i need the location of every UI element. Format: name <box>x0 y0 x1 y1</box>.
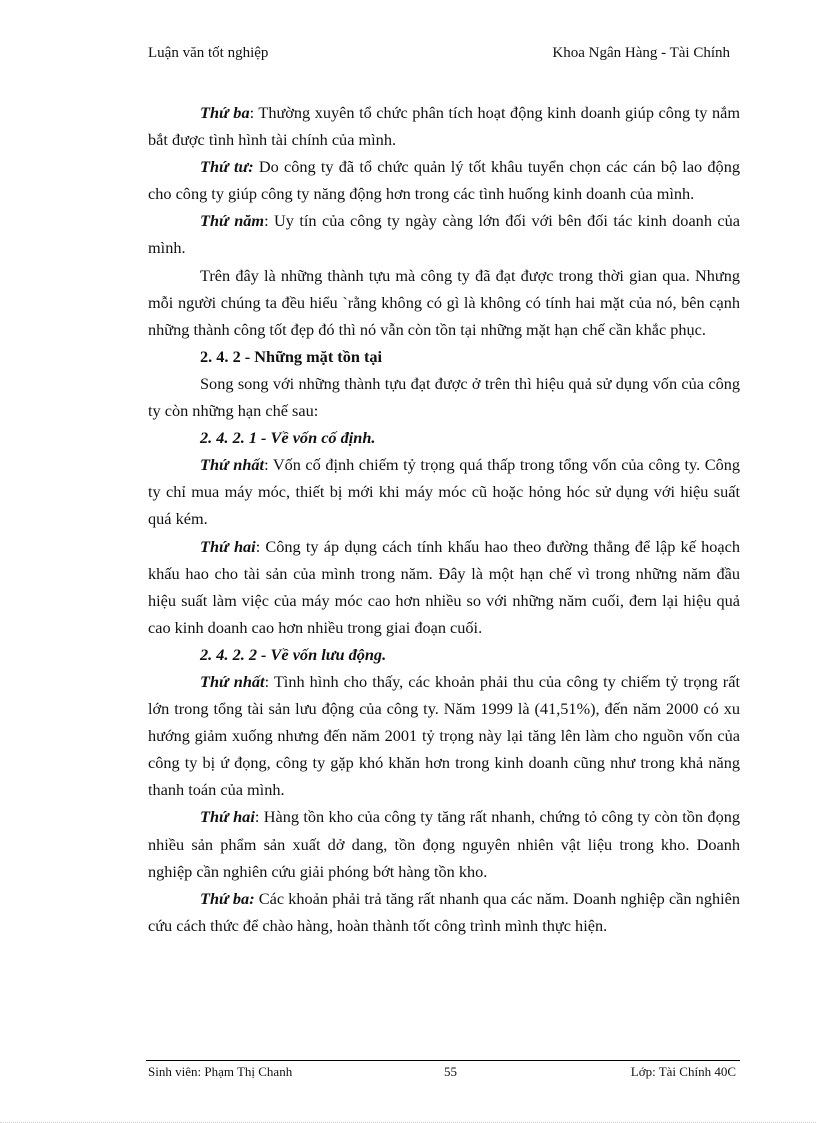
paragraph <box>148 153 740 207</box>
paragraph-label: Thứ hai <box>200 536 256 556</box>
paragraph <box>148 803 740 884</box>
paragraph-label: Thứ hai <box>200 807 255 827</box>
paragraph <box>148 370 740 424</box>
paragraph-label: Thứ nhất <box>200 455 265 475</box>
paragraph-text: Song song với những thành tựu đạt được ở trên thì hiệu quả sử dụng vốn của công ty còn những hạn chế sau: <box>148 373 740 421</box>
paragraph <box>148 99 740 153</box>
page-header <box>148 45 730 62</box>
paragraph-label: Thứ năm <box>200 211 265 231</box>
paragraph-label: Thứ nhất <box>200 671 265 691</box>
subsection-heading: 2. 4. 2. 2 - Về vốn lưu động. <box>200 644 387 664</box>
paragraph-text: : Thường xuyên tổ chức phân tích hoạt động kinh doanh giúp công ty nắm bắt được tình hình tài chính của mình. <box>148 103 740 150</box>
paragraph-label: Thứ tư: <box>200 157 254 177</box>
paragraph-label: Thứ ba <box>200 103 250 122</box>
paragraph <box>148 885 740 939</box>
header-faculty: Khoa Ngân Hàng - Tài Chính <box>552 45 730 61</box>
page-number: 55 <box>444 1064 457 1079</box>
paragraph <box>148 533 740 641</box>
paragraph <box>148 207 740 261</box>
paragraph <box>148 451 740 532</box>
paragraph-text: Do công ty đã tổ chức quản lý tốt khâu tuyển chọn các cán bộ lao động cho công ty giúp công ty năng động hơn trong các tình huống kinh doanh của mình. <box>148 157 740 204</box>
body-text <box>148 99 740 939</box>
paragraph-text: Trên đây là những thành tựu mà công ty đã đạt được trong thời gian qua. Nhưng mỗi người chúng ta đều hiểu `rằng không có gì là không có tính hai mặt của nó, bên cạnh những thành công tốt đẹp đó thì nó vẫn còn tồn tại những mặt hạn chế cần khắc phục. <box>148 265 740 339</box>
paragraph-text: : Uy tín của công ty ngày càng lớn đối với bên đối tác kinh doanh của mình. <box>148 211 740 258</box>
section-heading: 2. 4. 2 - Những mặt tồn tại <box>200 346 383 366</box>
paragraph-text: : Hàng tồn kho của công ty tăng rất nhanh, chứng tỏ công ty còn tồn đọng nhiều sản phẩm sản xuất dở dang, tồn đọng nguyên nhiên vật liệu trong kho. Doanh nghiệp cần nghiên cứu giải phóng bớt hàng tồn kho. <box>148 807 740 881</box>
footer-divider <box>146 1060 740 1061</box>
header-thesis-title: Luận văn tốt nghiệp <box>148 45 269 61</box>
paragraph <box>148 262 740 343</box>
footer-class: Lớp: Tài Chính 40C <box>630 1064 736 1079</box>
paragraph-text: : Vốn cố định chiếm tỷ trọng quá thấp trong tổng vốn của công ty. Công ty chỉ mua máy móc, thiết bị mới khi máy móc cũ hoặc hỏng hóc sử dụng với hiệu suất quá kém. <box>148 455 741 529</box>
paragraph <box>148 668 740 803</box>
paragraph-text: : Tình hình cho thấy, các khoản phải thu của công ty chiếm tỷ trọng rất lớn trong tổng tài sản lưu động của công ty. Năm 1999 là (41,51%), đến năm 2000 có xu hướng giảm xuống nhưng đến năm 2001 tỷ trọng này lại tăng lên làm cho nguồn vốn của công ty bị ứ đọng, công ty gặp khó khăn hơn trong kinh doanh cũng như trong khả năng thanh toán của mình. <box>148 671 740 800</box>
paragraph-text: : Công ty áp dụng cách tính khấu hao theo đường thẳng để lập kế hoạch khấu hao cho tài sản của mình trong năm. Đây là một hạn chế vì trong những năm đầu hiệu suất làm việc của máy móc cao hơn nhiều so với những năm cuối, đem lại hiệu quả cao kinh doanh cao hơn nhiều trong giai đoạn cuối. <box>148 536 740 637</box>
paragraph-text: Các khoản phải trả tăng rất nhanh qua các năm. Doanh nghiệp cần nghiên cứu cách thức để chào hàng, hoàn thành tốt công trình mình thực hiện. <box>148 888 740 935</box>
subsection-heading: 2. 4. 2. 1 - Về vốn cố định. <box>200 428 376 448</box>
paragraph-label: Thứ ba: <box>200 888 255 908</box>
page-footer <box>148 1064 736 1080</box>
footer-student: Sinh viên: Phạm Thị Chanh <box>148 1064 293 1079</box>
